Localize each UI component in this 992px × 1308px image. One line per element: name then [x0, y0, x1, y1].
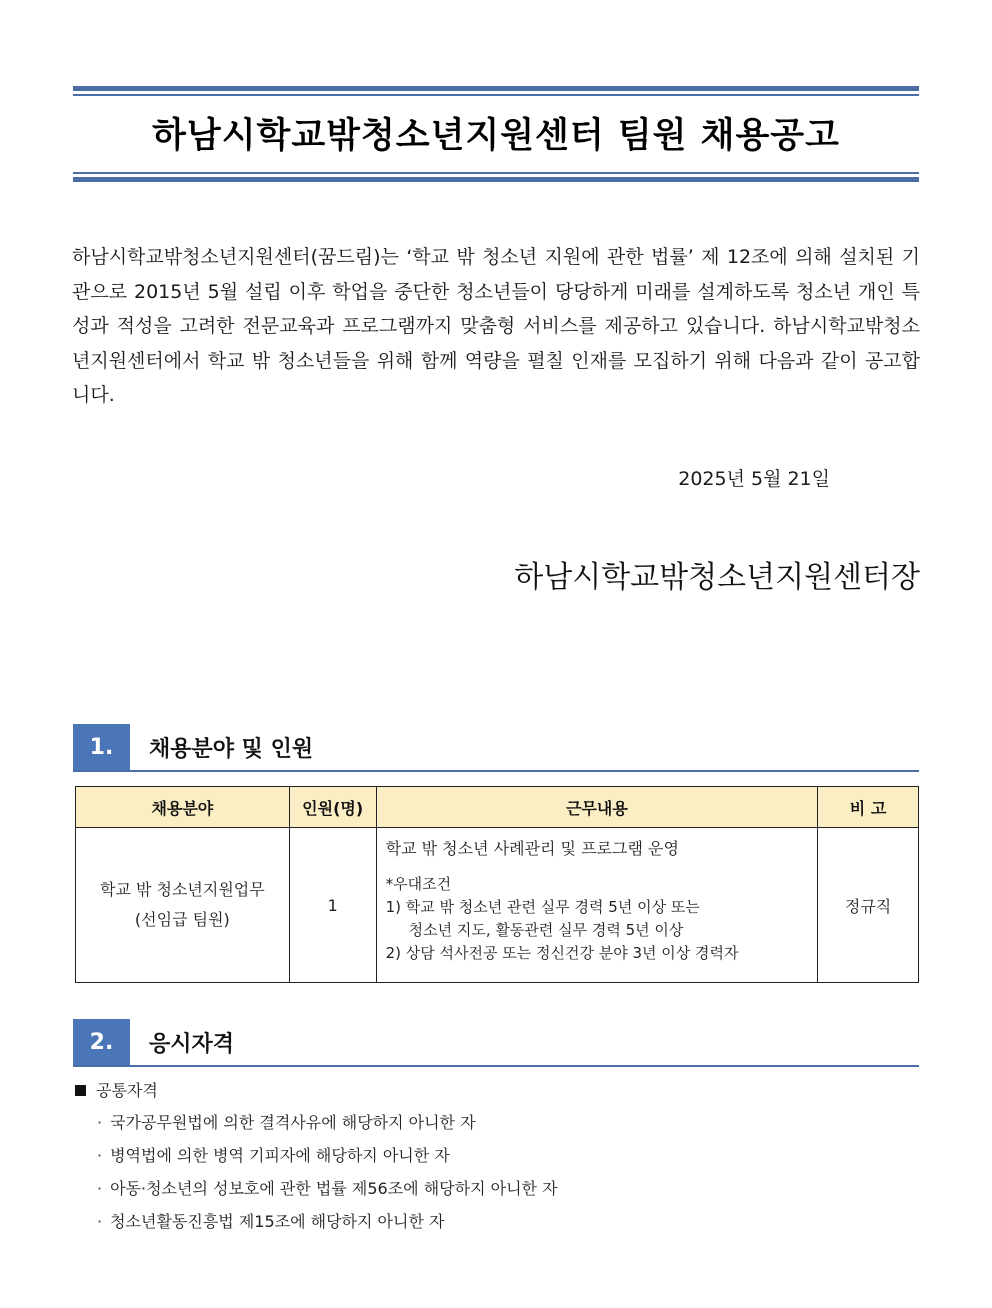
middle-dot-icon: · — [97, 1212, 103, 1231]
list-item: · 국가공무원법에 의한 결격사유에 해당하지 아니한 자 — [97, 1113, 476, 1132]
qualification-list — [97, 1108, 558, 1240]
section-2-header — [73, 1019, 919, 1069]
section-1-title: 채용분야 및 인원 — [149, 737, 314, 762]
middle-dot-icon: · — [97, 1179, 103, 1198]
list-item: · 아동·청소년의 성보호에 관한 법률 제56조에 해당하지 아니한 자 — [97, 1179, 558, 1198]
duty-main: 학교 밖 청소년 사례관리 및 프로그램 운영 — [385, 839, 679, 858]
section-2-number: 2. — [73, 1019, 130, 1065]
preference-2: 2) 상담 석사전공 또는 정신건강 분야 3년 이상 경력자 — [385, 944, 739, 962]
middle-dot-icon: · — [97, 1113, 103, 1132]
table-row — [76, 828, 919, 983]
title-top-rule-thin — [73, 94, 919, 96]
title-top-rule-thick — [73, 86, 919, 91]
title-bottom-rule-thick — [73, 177, 919, 182]
title-bottom-rule-thin — [73, 172, 919, 174]
header-field: 채용분야 — [76, 787, 290, 828]
preference-1: 1) 학교 밖 청소년 관련 실무 경력 5년 이상 또는 — [385, 898, 700, 916]
section-2-title: 응시자격 — [149, 1032, 235, 1057]
section-1-underline — [73, 770, 919, 772]
cell-field — [76, 828, 290, 983]
list-item: · 병역법에 의한 병역 기피자에 해당하지 아니한 자 — [97, 1146, 450, 1165]
field-line-1: 학교 밖 청소년지원업무 — [99, 880, 265, 899]
common-qualification-title: 공통자격 — [96, 1081, 158, 1100]
table-header-row — [76, 787, 919, 828]
signer-name: 하남시학교밖청소년지원센터장 — [514, 560, 920, 595]
intro-paragraph: 하남시학교밖청소년지원센터(꿈드림)는 ‘학교 밖 청소년 지원에 관한 법률’ 제 12조에 의해 설치된 기관으로 2015년 5월 설립 이후 학업을 중단한 청소년들이 당당하게 미래를 설계하도록 청소년 개인 특성과 적성을 고려한 전문교육과 프로그램까지 맞춤형 서비스를 제공하고 있습니다. 하남시학교밖청소년지원센터에서 학교 밖 청소년들을 위해 함께 역량을 펼칠 인재를 모집하기 위해 다음과 같이 공고합니다. — [72, 246, 920, 406]
preference-title: *우대조건 — [385, 875, 452, 893]
cell-count: 1 — [289, 828, 376, 983]
middle-dot-icon: · — [97, 1146, 103, 1165]
field-line-2: (선임급 팀원) — [134, 910, 230, 929]
section-2-underline — [73, 1065, 919, 1067]
header-note: 비 고 — [818, 787, 919, 828]
announcement-date: 2025년 5월 21일 — [678, 468, 830, 490]
header-count: 인원(명) — [289, 787, 376, 828]
recruitment-table — [75, 786, 919, 983]
cell-note: 정규직 — [818, 828, 919, 983]
page-title: 하남시학교밖청소년지원센터 팀원 채용공고 — [152, 116, 840, 156]
section-1-header — [73, 724, 919, 774]
cell-duty — [376, 828, 817, 983]
section-1-number: 1. — [73, 724, 130, 770]
common-qualification-heading — [75, 1078, 158, 1101]
square-bullet-icon — [75, 1085, 86, 1096]
list-item: · 청소년활동진흥법 제15조에 해당하지 아니한 자 — [97, 1212, 445, 1231]
preference-1-continued: 청소년 지도, 활동관련 실무 경력 5년 이상 — [408, 921, 684, 939]
header-duty: 근무내용 — [376, 787, 817, 828]
